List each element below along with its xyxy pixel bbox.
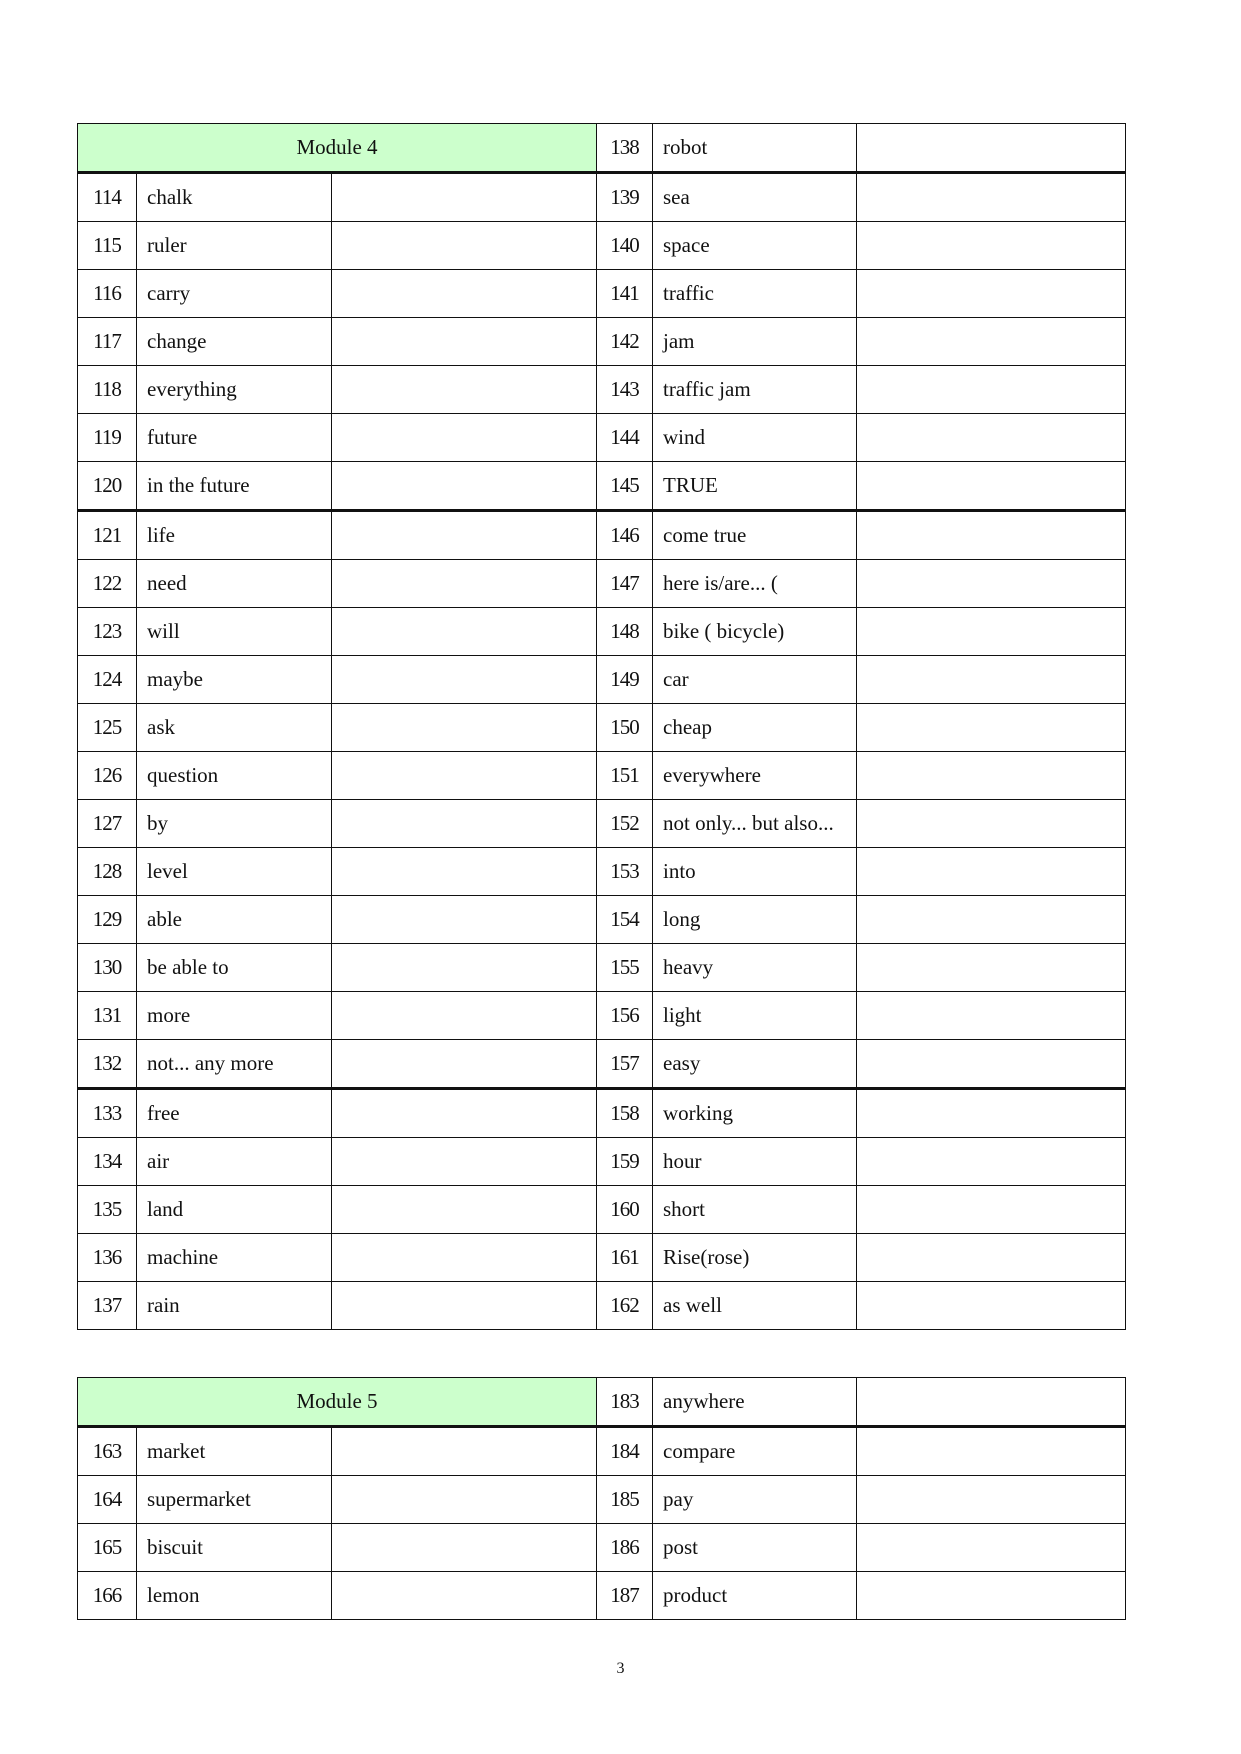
item-number: 150 <box>597 704 653 752</box>
item-number: 143 <box>597 366 653 414</box>
answer-cell <box>857 608 1126 656</box>
answer-cell <box>857 366 1126 414</box>
item-number: 183 <box>597 1378 653 1427</box>
answer-cell <box>857 1427 1126 1476</box>
answer-cell <box>857 1234 1126 1282</box>
item-number: 138 <box>597 124 653 173</box>
english-word: future <box>137 414 332 462</box>
item-number: 158 <box>597 1089 653 1138</box>
answer-cell <box>332 656 597 704</box>
vocab-row <box>78 848 1126 896</box>
english-word: Rise(rose) <box>653 1234 857 1282</box>
answer-cell <box>857 1138 1126 1186</box>
english-word: space <box>653 222 857 270</box>
item-number: 147 <box>597 560 653 608</box>
vocab-row <box>78 1234 1126 1282</box>
vocab-row <box>78 1138 1126 1186</box>
item-number: 139 <box>597 173 653 222</box>
english-word: bike ( bicycle) <box>653 608 857 656</box>
answer-cell <box>332 414 597 462</box>
answer-cell <box>332 848 597 896</box>
english-word: post <box>653 1524 857 1572</box>
item-number: 140 <box>597 222 653 270</box>
english-word: long <box>653 896 857 944</box>
answer-cell <box>332 944 597 992</box>
answer-cell <box>857 1089 1126 1138</box>
english-word: pay <box>653 1476 857 1524</box>
item-number: 155 <box>597 944 653 992</box>
item-number: 144 <box>597 414 653 462</box>
answer-cell <box>857 318 1126 366</box>
english-word: cheap <box>653 704 857 752</box>
vocab-row <box>78 173 1126 222</box>
english-word: life <box>137 511 332 560</box>
english-word: free <box>137 1089 332 1138</box>
answer-cell <box>332 462 597 511</box>
answer-cell <box>857 511 1126 560</box>
vocab-row <box>78 1427 1126 1476</box>
item-number: 134 <box>78 1138 137 1186</box>
english-word: robot <box>653 124 857 173</box>
vocab-row <box>78 414 1126 462</box>
item-number: 122 <box>78 560 137 608</box>
item-number: 119 <box>78 414 137 462</box>
item-number: 145 <box>597 462 653 511</box>
english-word: sea <box>653 173 857 222</box>
item-number: 159 <box>597 1138 653 1186</box>
answer-cell <box>332 992 597 1040</box>
item-number: 149 <box>597 656 653 704</box>
item-number: 124 <box>78 656 137 704</box>
item-number: 163 <box>78 1427 137 1476</box>
answer-cell <box>332 1040 597 1089</box>
vocab-row <box>78 992 1126 1040</box>
vocab-row <box>78 944 1126 992</box>
english-word: car <box>653 656 857 704</box>
english-word: anywhere <box>653 1378 857 1427</box>
answer-cell <box>857 944 1126 992</box>
answer-cell <box>332 270 597 318</box>
english-word: in the future <box>137 462 332 511</box>
english-word: land <box>137 1186 332 1234</box>
english-word: need <box>137 560 332 608</box>
english-word: compare <box>653 1427 857 1476</box>
answer-cell <box>332 366 597 414</box>
english-word: working <box>653 1089 857 1138</box>
english-word: change <box>137 318 332 366</box>
vocab-row <box>78 1524 1126 1572</box>
item-number: 115 <box>78 222 137 270</box>
item-number: 165 <box>78 1524 137 1572</box>
english-word: rain <box>137 1282 332 1330</box>
answer-cell <box>332 800 597 848</box>
english-word: more <box>137 992 332 1040</box>
english-word: everywhere <box>653 752 857 800</box>
answer-cell <box>332 1476 597 1524</box>
english-word: everything <box>137 366 332 414</box>
answer-cell <box>332 1089 597 1138</box>
answer-cell <box>332 1138 597 1186</box>
english-word: light <box>653 992 857 1040</box>
answer-cell <box>332 318 597 366</box>
item-number: 153 <box>597 848 653 896</box>
item-number: 135 <box>78 1186 137 1234</box>
english-word: here is/are... ( <box>653 560 857 608</box>
item-number: 152 <box>597 800 653 848</box>
item-number: 148 <box>597 608 653 656</box>
item-number: 185 <box>597 1476 653 1524</box>
item-number: 142 <box>597 318 653 366</box>
english-word: traffic <box>653 270 857 318</box>
module-title: Module 5 <box>78 1378 597 1427</box>
answer-cell <box>332 1524 597 1572</box>
item-number: 130 <box>78 944 137 992</box>
vocab-row <box>78 560 1126 608</box>
english-word: ruler <box>137 222 332 270</box>
answer-cell <box>857 462 1126 511</box>
vocab-row <box>78 1476 1126 1524</box>
english-word: TRUE <box>653 462 857 511</box>
english-word: be able to <box>137 944 332 992</box>
english-word: maybe <box>137 656 332 704</box>
vocab-row <box>78 366 1126 414</box>
answer-cell <box>332 608 597 656</box>
answer-cell <box>332 1427 597 1476</box>
vocab-row <box>78 222 1126 270</box>
item-number: 131 <box>78 992 137 1040</box>
page-number: 3 <box>616 1660 625 1677</box>
english-word: jam <box>653 318 857 366</box>
answer-cell <box>332 896 597 944</box>
item-number: 120 <box>78 462 137 511</box>
answer-cell <box>857 173 1126 222</box>
english-word: heavy <box>653 944 857 992</box>
answer-cell <box>857 752 1126 800</box>
item-number: 141 <box>597 270 653 318</box>
item-number: 164 <box>78 1476 137 1524</box>
english-word: machine <box>137 1234 332 1282</box>
answer-cell <box>857 1186 1126 1234</box>
answer-cell <box>332 173 597 222</box>
item-number: 127 <box>78 800 137 848</box>
answer-cell <box>857 414 1126 462</box>
item-number: 114 <box>78 173 137 222</box>
vocab-row <box>78 270 1126 318</box>
vocab-row <box>78 752 1126 800</box>
answer-cell <box>857 270 1126 318</box>
answer-cell <box>857 1378 1126 1427</box>
vocab-row <box>78 318 1126 366</box>
answer-cell <box>857 1040 1126 1089</box>
answer-cell <box>332 1282 597 1330</box>
english-word: market <box>137 1427 332 1476</box>
item-number: 160 <box>597 1186 653 1234</box>
english-word: product <box>653 1572 857 1620</box>
answer-cell <box>857 1282 1126 1330</box>
item-number: 116 <box>78 270 137 318</box>
english-word: ask <box>137 704 332 752</box>
answer-cell <box>332 511 597 560</box>
module-4-table <box>77 123 1126 1330</box>
vocab-row <box>78 1089 1126 1138</box>
item-number: 187 <box>597 1572 653 1620</box>
english-word: will <box>137 608 332 656</box>
english-word: air <box>137 1138 332 1186</box>
answer-cell <box>332 1186 597 1234</box>
vocab-row <box>78 1040 1126 1089</box>
vocab-row <box>78 896 1126 944</box>
item-number: 117 <box>78 318 137 366</box>
vocab-row <box>78 1282 1126 1330</box>
item-number: 154 <box>597 896 653 944</box>
item-number: 157 <box>597 1040 653 1089</box>
answer-cell <box>857 656 1126 704</box>
english-word: able <box>137 896 332 944</box>
answer-cell <box>857 1524 1126 1572</box>
item-number: 128 <box>78 848 137 896</box>
english-word: chalk <box>137 173 332 222</box>
vocab-row <box>78 656 1126 704</box>
answer-cell <box>857 704 1126 752</box>
item-number: 156 <box>597 992 653 1040</box>
module-5-table <box>77 1377 1126 1620</box>
answer-cell <box>332 752 597 800</box>
answer-cell <box>332 222 597 270</box>
item-number: 132 <box>78 1040 137 1089</box>
item-number: 186 <box>597 1524 653 1572</box>
item-number: 137 <box>78 1282 137 1330</box>
answer-cell <box>857 1476 1126 1524</box>
answer-cell <box>857 992 1126 1040</box>
english-word: by <box>137 800 332 848</box>
item-number: 133 <box>78 1089 137 1138</box>
english-word: lemon <box>137 1572 332 1620</box>
answer-cell <box>332 704 597 752</box>
answer-cell <box>332 1234 597 1282</box>
vocab-row <box>78 462 1126 511</box>
vocab-row <box>78 511 1126 560</box>
answer-cell <box>857 1572 1126 1620</box>
item-number: 184 <box>597 1427 653 1476</box>
english-word: level <box>137 848 332 896</box>
vocab-row <box>78 1378 1126 1427</box>
item-number: 118 <box>78 366 137 414</box>
english-word: biscuit <box>137 1524 332 1572</box>
english-word: carry <box>137 270 332 318</box>
english-word: come true <box>653 511 857 560</box>
answer-cell <box>857 222 1126 270</box>
answer-cell <box>857 124 1126 173</box>
item-number: 161 <box>597 1234 653 1282</box>
english-word: not... any more <box>137 1040 332 1089</box>
item-number: 136 <box>78 1234 137 1282</box>
item-number: 123 <box>78 608 137 656</box>
english-word: traffic jam <box>653 366 857 414</box>
english-word: short <box>653 1186 857 1234</box>
english-word: as well <box>653 1282 857 1330</box>
english-word: wind <box>653 414 857 462</box>
item-number: 151 <box>597 752 653 800</box>
vocab-row <box>78 1572 1126 1620</box>
english-word: question <box>137 752 332 800</box>
item-number: 129 <box>78 896 137 944</box>
english-word: into <box>653 848 857 896</box>
answer-cell <box>857 848 1126 896</box>
vocab-row <box>78 1186 1126 1234</box>
answer-cell <box>332 1572 597 1620</box>
answer-cell <box>332 560 597 608</box>
item-number: 125 <box>78 704 137 752</box>
english-word: hour <box>653 1138 857 1186</box>
answer-cell <box>857 560 1126 608</box>
english-word: easy <box>653 1040 857 1089</box>
item-number: 126 <box>78 752 137 800</box>
english-word: supermarket <box>137 1476 332 1524</box>
answer-cell <box>857 896 1126 944</box>
module-title: Module 4 <box>78 124 597 173</box>
item-number: 166 <box>78 1572 137 1620</box>
item-number: 146 <box>597 511 653 560</box>
english-word: not only... but also... <box>653 800 857 848</box>
item-number: 121 <box>78 511 137 560</box>
vocab-row <box>78 124 1126 173</box>
vocab-row <box>78 800 1126 848</box>
answer-cell <box>857 800 1126 848</box>
vocab-row <box>78 608 1126 656</box>
item-number: 162 <box>597 1282 653 1330</box>
vocab-row <box>78 704 1126 752</box>
